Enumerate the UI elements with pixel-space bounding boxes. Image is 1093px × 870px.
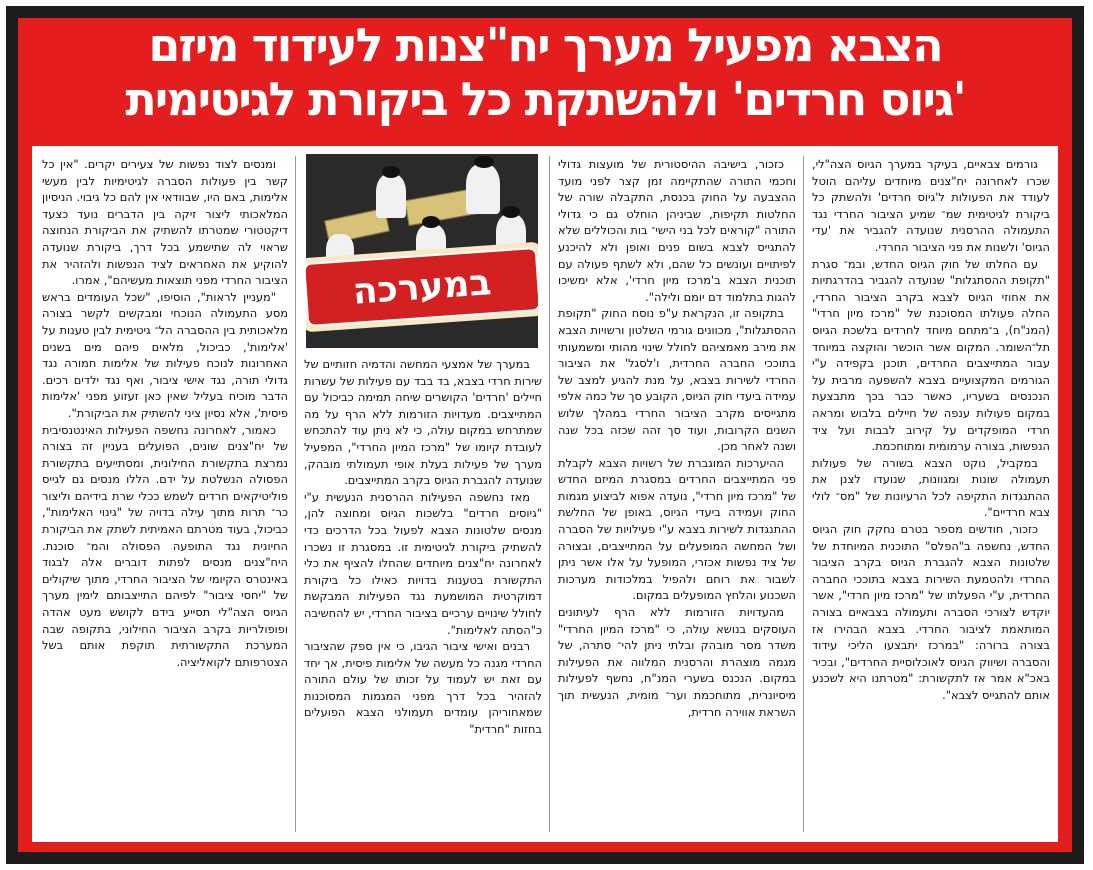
headline-line-2: 'גיוס חרדים' ולהשתקת כל ביקורת לגיטימית: [125, 72, 965, 126]
paragraph: "מעניין לראות", הוסיפו, "שכל העומדים בראש מסע התעמולה הנוכחי ומבקשים לקשר בצורה מלאכותית בין ההסברה הל־ גיטימית לבין טענות על 'אלימות', כביכול, מלאים פיהם מים בשנים האחרונות לנוכח פעילות של אלימות חמורה נגד גדולי תורה, נגד אישי ציבור, ואף נגד ילדים רכים. הדבר מוכיח בעליל שאין כאן זעזוע מפני 'אלימות פיסית', אלא נסיון ציני להשתיק את הביקורת".: [42, 289, 288, 420]
paragraph: במערך של אמצעי המחשה והדמיה חזותיים של שירות חרדי בצבא, בד בבד עם פעילות של עשרות חיילים 'חרדים' הקושרים שיחה תמימה כביכול עם המתייצבים. מעדויות הזורמות ללא הרף על מה שמתרחש במקום עולה, כי לא ניתן עוד להתכחש לעובדת קיומו של "מרכז המיון החרדי", המפעיל מערך של פעילות בעלת אופי תעמולתי מובהק, שנועדה להגברת הגיוס בקרב המתייצבים.: [304, 357, 542, 488]
headline: [18, 18, 1072, 136]
column-1: [812, 156, 1050, 836]
column-divider: [549, 156, 550, 832]
paragraph: ומנסים לצוד נפשות של צעירים יקרים. "אין כל קשר בין פעולות הסברה לגיטימיות לבין מעשי אלימות, באם היו, שבוודאי אין להם כל גיבוי. הניסיון המלאכותי ליצור זיקה בין הדברים נועד כצעד דיקטטורי שמטרתו להשתיק את הביקורת הנחוצה שראוי לה שתישמע בכל דרך, ביקורת שנועדה להוקיע את האחראים לציד הנפשות ולהזהיר את הציבור החרדי מפני תוצאות מעשיהם", אמרו.: [42, 157, 288, 288]
paragraph: כזכור, חודשים מספר בטרם נחקק חוק הגיוס החדש, נחשפה ב"הפלס" התוכנית המיוחדת של שלטונות הצבא להגברת הגיוס בקרב הציבור החרדי ולהטמעת השירות בצבא בתוככי החברה החרדית, ע"י הפעלתו של "מרכז מיון חרדי", אשר יוקדש לצורכי הסברה ותעמולה בצבאיים בצורה המותאמת לציבור החרדי. בצבא הבהירו אז בצורה ברורה: "במרכז יתבצעו הליכי עידוד והסברה ושיווק הגיוס לאוכלוסיית החרדים", ובכיר באכ"א אמר אז לתקשורת: "מטרתנו היא לשכנע אותם להתגייס לצבא".: [812, 522, 1050, 702]
paragraph: כזכור, בישיבה ההיסטורית של מועצות גדולי וחכמי התורה שהתקיימה זמן קצר לפני מועד ההצבעה על החוק בכנסת, התקבלה שורה של החלטות תקיפות, שביניהן הוחלט גם כי גדולי התורה "קוראים לכל בני הישי־ בות והכוללים שלא להתגייס לצבא בשום פנים ואופן ולא להיכנע לפיתויים ועונשים כל שהם, ולא לשתף פעולה עם תוכנית הצבא ב'מרכז מיון חרדי', אלא ימשיכו להגות בתלמוד דם יומם ולילה".: [558, 157, 796, 304]
paragraph: ההיערכות המוגברת של רשויות הצבא לקבלת פני המתייצבים החרדים במסגרת המיזם החדש של "מרכז מיון חרדי", נועדה אפוא לביצוע מגמות החוק ועמידה ביעדי הגיוס, באופן של החלשת ההתנגדות לשירות בצבא ע"י פעילויות של הסברה ושל המחשה המופעלים על המתייצבים, ובצורה של ציד נפשות אכזרי, המופעל על אלו אשר ניתן לשבור את רוחם ולהפיל במלכודות מערכות השכנוע והלחץ המופעלים במקום.: [558, 455, 796, 603]
section-banner: [306, 242, 538, 333]
paragraph: עם החלתו של חוק הגיוס החדש, ובמ־ סגרת "תקופת ההסתגלות" שנועדה להגביר בהדרגתיות את אחוזי הגיוס לצבא בקרב הציבור החרדי, החלה פעולתו המסוכנת של "מרכז מיון חרדי" (המנ"ח), ב־מתחם מיוחד לחרדים בלשכת הגיוס תל־השומר. המקום אשר הוכשר והוקצה במיוחד עבור המתייצבים החרדים, תוכנן בקפידה ע"י הגורמים המקצועיים בצבא להשפעה מרבית על הנכנסים בשעריו, כאשר כבר בכך מתבצעת במקום פעולות ענפה של חיילים בלבוש ומראה חרדי המופקדים על קירוב לבבות ועל ציד הנפשות, בצורה ערמומית ומתוחכמת.: [812, 256, 1050, 454]
paragraph: בתקופה זו, הנקראת ע"פ נוסח החוק "תקופת ההסתגלות", מכוונים גורמי השלטון ורשויות הצבא את מירב מאמציהם לחולל שינוי מהותי ומשמעותי בתוככי החברה החרדית, ו'לסגל' את הציבור החרדי לשירות בצבא, על מנת להגיע למצב של עמידה ביעדי חוק הגיוס, הקובע סך של כמה אלפי מתגייסים מקרב הציבור החרדי במהלך שלוש השנים הקרובות, ועוד סך זהה שכזה בכל שנה ושנה לאחר מכן.: [558, 306, 796, 454]
headline-line-1: הצבא מפעיל מערך יח"צנות לעידוד מיזם: [148, 18, 942, 72]
paragraph: רבנים ואישי ציבור הגיבו, כי אין ספק שהציבור החרדי מגנה כל מעשה של אלימות פיסית, אך יחד עם זאת יש לעמוד על זכותו של עולם התורה להזהיר בכל דרך מפני המגמות המסוכנות שמאחוריהן עומדים תעמולני הצבא הפועלים בחזות "חרדית": [304, 639, 542, 737]
article-body: [32, 146, 1058, 842]
paragraph: במקביל, נוקט הצבא בשורה של פעולות תעמולה שונות ומגוונות, שנועדו לצנן את ההתנגדות התקיפה לכל הרעיונות של "מס־ לולי צבא חרדיים".: [812, 455, 1050, 520]
article-panel: [18, 18, 1072, 852]
paragraph: גורמים צבאיים, בעיקר במערך הגיוס הצה"לי, שכרו לאחרונה יח"צנים מיוחדים עליהם הוטל לעודד את הפעולות ל'גיוס חרדים' ולהשתק כל ביקורת לגיטימית שמ־ שמיע הציבור החרדי נגד התעמולה ההרסנית שנועדה להגביר את 'עדי הגיוס' ולשנות את פני הציבור החרדי.: [812, 157, 1050, 254]
article-frame: [6, 6, 1084, 864]
paragraph: כאמור, לאחרונה נחשפה הפעילות האינטנסיבית של יח"צנים שונים, הפועלים בעניין זה בצורה נמרצת בתקשורת החילונית, ומסתייעים בתקשורת הפסולה הנשלטת על ידם. הללו מנסים גם לגייס פוליטיקאים חרדים לשמש ככלי שרת בידיהם וליצור כר־ תרות מתוך עילה בדויה של "גינוי האלימות", כביכול, בעוד מטרתם האמיתית לשתק את הביקורת החיונית נגד התופעה הפסולה והמ־ סוכנת. היח"צנים מנסים לפתות דוברים אלה לבגוד באינטרס הקיומי של הציבור החרדי, מתוך שיקולים של "יחסי ציבור" לפיהם התייצבותם לימין מערך הגיוס הצה"לי תסייע בידם לקושש מעט אהדה ופופולריות בקרב הציבור החילוני, בתקופה שבה המערכת התקשורתית תוקפת אותם בשל הצטרפותם לקואליציה.: [42, 422, 288, 669]
paragraph: מאז נחשפה הפעילות ההרסנית הנעשית ע"י "גיוסים חרדים" בלשכות הגיוס ומחוצה להן, מנסים שלטונות הצבא לפעול בכל הדרכים כדי להשתיק ביקורת לגיטימית זו. במסגרת זו נשכרו לאחרונה יח"צנים מיוחדים שהחלו להציף את כלי התקשורת בטענות בדויות כאילו כל ביקורת דמוקרטית המושמעת נגד הפעילות המבקשת לחולל שינויים ערכיים בציבור החרדי, יש להחשיבה כ"הסתה לאלימות".: [304, 489, 542, 637]
column-divider: [803, 156, 804, 832]
students-photo-icon: [306, 154, 538, 348]
banner-text: במערכה: [351, 261, 493, 313]
column-4: [42, 156, 288, 836]
paragraph: מהעדויות הזורמות ללא הרף לעיתונים העוסקים בנושא עולה, כי "מרכז המיון החרדי" משדר מסר מובהק ובלתי ניתן להי־ סתרה, של מגמה מוצהרת והרסנית המלווה את הפעילות במקום. הנכנס בשערי המנ"ח, נחשף לפעילות מיסיונרית, מתוחכמת וער־ מומית, הנעשית תוך השראת אווירה חרדית,: [558, 605, 796, 719]
column-2: [558, 156, 796, 836]
column-3: [304, 356, 542, 836]
column-divider: [295, 156, 296, 832]
